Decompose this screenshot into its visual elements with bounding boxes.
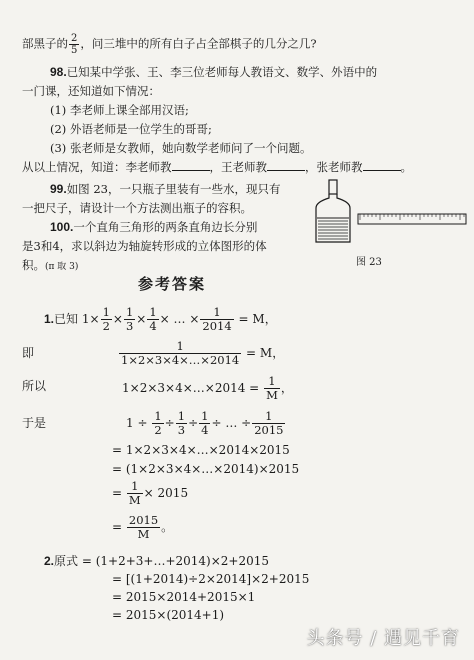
- a1-line6: = (1×2×3×4×…×2014)×2015: [112, 462, 300, 476]
- a1-line7: = $\frac{1}{M}$ × 2015: [112, 479, 189, 507]
- q98-number: 98.: [50, 65, 67, 79]
- q99-line2: 一把尺子，请设计一个方法测出瓶子的容积。: [22, 201, 252, 215]
- figure-23-bottle-ruler: [310, 178, 470, 250]
- q98-line1: 98.已知某中学张、王、李三位老师每人教语文、数学、外语中的: [50, 65, 378, 79]
- fraction-two-fifths: $\frac{2}{5}$: [71, 33, 78, 56]
- q100-line1: 100.一个直角三角形的两条直角边长分别: [50, 220, 258, 234]
- a1-line8: = $\frac{2015}{M}$ 。: [112, 513, 174, 541]
- blank-zhang[interactable]: [363, 160, 401, 171]
- q98-line6: 从以上情况，知道：李老师教 ，王老师教 ，张老师教 。: [22, 160, 412, 174]
- figure-caption: 图 23: [356, 257, 382, 268]
- q100-number: 100.: [50, 220, 74, 234]
- q98-clause1: (1) 李老师上课全部用汉语;: [50, 103, 189, 117]
- a1-line3: 1×2×3×4×…×2014 = $\frac{1}{M}$ ，: [122, 374, 293, 402]
- a2-line4: = 2015×(2014+1): [112, 608, 225, 622]
- continuation-line: 部黑子的 $\frac{2}{5}$ ，问三堆中的所有白子占全部棋子的几分之几?: [22, 33, 317, 56]
- ruler-icon: [358, 214, 466, 224]
- label-yushi: 于是: [22, 416, 47, 430]
- answers-title: 参考答案: [138, 276, 207, 293]
- q98-line2: 一门课，还知道如下情况：: [22, 84, 160, 98]
- label-suoyi: 所以: [22, 379, 47, 393]
- a1-line1: 1.已知 1× $\frac{1}{2}$ × $\frac{1}{3}$ × $\frac{1}{4}$ × … × $\frac{1}{2014}$ = M，: [44, 305, 277, 333]
- q100-line2: 是3和4，求以斜边为轴旋转形成的立体图形的体: [22, 239, 267, 253]
- blank-wang[interactable]: [267, 160, 305, 171]
- label-ji: 即: [22, 346, 35, 360]
- q99-line1: 99.如图 23，一只瓶子里装有一些水，现只有: [50, 182, 281, 196]
- q99-number: 99.: [50, 182, 67, 196]
- q100-line3: 积。(π 取 3): [22, 258, 79, 272]
- q98-clause3: (3) 张老师是女教师，她向数学老师问了一个问题。: [50, 141, 312, 155]
- a2-line1: 2.原式 = (1+2+3+…+2014)×2+2015: [44, 554, 270, 568]
- bottle-water: [317, 218, 349, 239]
- a1-line4: 1 ÷ $\frac{1}{2}$ ÷ $\frac{1}{3}$ ÷ $\frac{1}{4}$ ÷ … ÷ $\frac{1}{2015}$: [126, 409, 284, 437]
- q98-clause2: (2) 外语老师是一位学生的哥哥;: [50, 122, 212, 136]
- a1-line2: $\frac{1}{1\times 2\times 3\times 4\times\dots\times 2014}$ = M，: [121, 339, 285, 367]
- a1-line5: = 1×2×3×4×…×2014×2015: [112, 443, 290, 457]
- a2-line3: = 2015×2014+2015×1: [112, 590, 256, 604]
- watermark: 头条号 / 遇见千育: [306, 628, 460, 649]
- blank-li[interactable]: [172, 160, 210, 171]
- a2-line2: = [(1+2014)÷2×2014]×2+2015: [112, 572, 310, 586]
